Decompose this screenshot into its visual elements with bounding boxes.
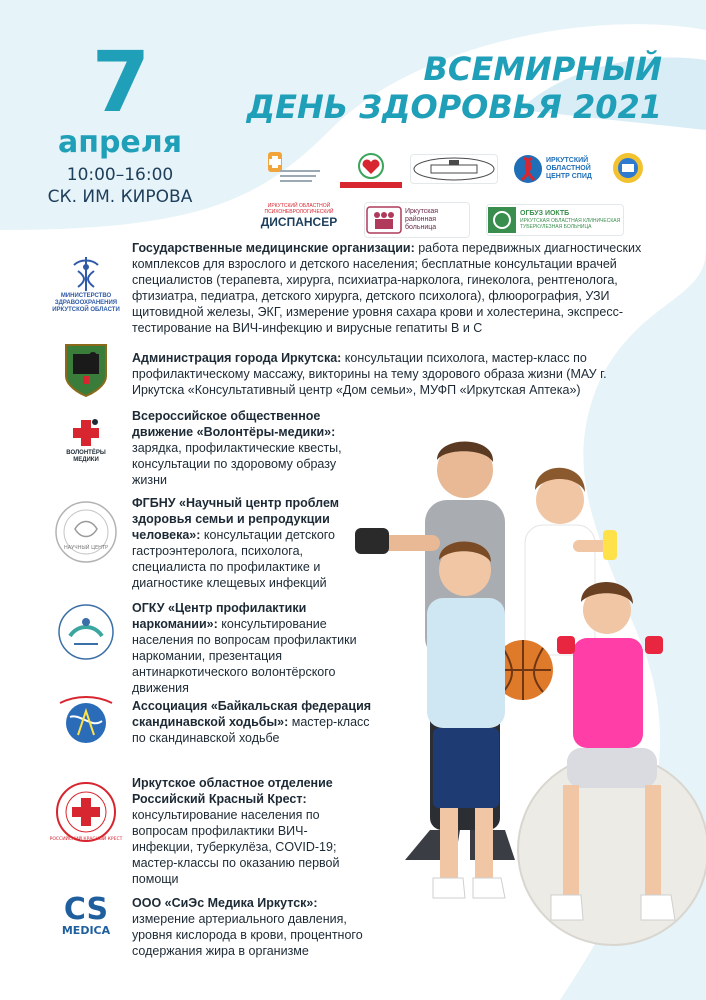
ministry-logo-caption: МИНИСТЕРСТВО ЗДРАВООХРАНЕНИЯ ИРКУТСКОЙ ОБЛАСТИ — [52, 292, 120, 313]
science-center-circle-icon — [53, 499, 119, 565]
dispanser-top-label: ИРКУТСКИЙ ОБЛАСТНОЙ ПСИХОНЕВРОЛОГИЧЕСКИЙ — [264, 203, 334, 215]
sponsor-logo-aids-center — [512, 150, 604, 188]
science-center-logo — [50, 497, 122, 567]
org-text-cs-medica — [132, 895, 372, 959]
org-name: Иркутское областное отделение Российский Красный Крест: — [132, 776, 333, 806]
red-cross-caption: РОССИЙСКИЙ КРАСНЫЙ КРЕСТ — [49, 837, 123, 842]
narcotics-center-logo — [50, 600, 122, 664]
nordic-walking-logo — [50, 694, 122, 754]
sponsor-logo-1 — [250, 150, 326, 184]
science-center-caption: НАУЧНЫЙ ЦЕНТР — [63, 545, 109, 551]
title-line-1: ВСЕМИРНЫЙ — [423, 50, 662, 88]
caduceus-icon — [64, 255, 108, 293]
org-desc: работа передвижных диагностических комплексов для взрослого и детского населения; бесплатные консультации врачей специалистов (терапевта, хирурга, психиатра-нарколога, гинеколога, рентгенолога, фтизиатра, педиатра, детского хирурга, детского психолога), флюорография, УЗИ щитовидной железы, ЭКГ, измерение уровня сахара крови и холестерина, экспресс-тестирование на ВИЧ-инфекцию и вирусные гепатиты В и С — [132, 241, 642, 335]
globe-walker-icon — [56, 695, 116, 753]
org-text-narcotics-center — [132, 600, 367, 696]
city-emblem-logo — [50, 340, 122, 400]
volunteer-cross-icon — [69, 416, 103, 450]
org-desc: мастер-класс по скандинавской ходьбе — [132, 715, 370, 745]
org-text-science-center — [132, 495, 347, 591]
sponsor-logo-3 — [410, 154, 498, 184]
event-month: апреля — [57, 125, 183, 160]
sponsor-logo-ogbuz — [486, 204, 624, 236]
ministry-logo — [50, 244, 122, 324]
org-text-ministry — [132, 240, 652, 336]
emblem-icon — [610, 150, 646, 188]
event-date-block — [40, 33, 200, 208]
ogbuz-title: ОГБУЗ ИОКТБ — [520, 210, 570, 217]
family-logo-icon — [365, 205, 403, 235]
org-name: Ассоциация «Байкальская федерация скандинавской ходьбы»: — [132, 699, 372, 729]
org-name: Администрация города Иркутска: — [132, 351, 342, 365]
narcotics-center-circle-icon — [56, 602, 116, 662]
org-name: Всероссийское общественное движение «Волонтёры-медики»: — [132, 409, 336, 439]
org-desc: консультирование населения по вопросам профилактики ВИЧ-инфекции, туберкулёза, COVID-19; мастер-классы по оказанию первой помощи — [132, 808, 340, 886]
org-desc: зарядка, профилактические квесты, консультации по здоровому образу жизни — [132, 441, 342, 487]
aids-center-label: ИРКУТСКИЙ ОБЛАСТНОЙ ЦЕНТР СПИД — [546, 157, 592, 180]
org-name: ОГКУ «Центр профилактики наркомании»: — [132, 601, 307, 631]
sponsor-logo-hospital — [364, 202, 470, 238]
medical-cross-logo-icon — [250, 150, 326, 184]
sponsor-logo-emblem — [610, 150, 646, 188]
cs-medica-logo-mark: CS — [63, 892, 109, 927]
family-fitness-illustration — [345, 430, 705, 975]
volunteers-logo — [50, 408, 122, 472]
org-desc: измерение артериального давления, уровня кислорода в крови, процентного содержания жира в организме — [132, 912, 363, 958]
building-logo-icon — [411, 155, 497, 183]
org-desc: консультации детского гастроэнтеролога, психолога, специалиста по профилактике и диагностике клещевых инфекций — [132, 528, 336, 590]
org-desc: консультации психолога, мастер-класс по профилактическому массажу, викторины на тему здорового образа жизни (МАУ г. Иркутска «Консультативный центр «Дом семьи», МУФП «Иркутская Аптека») — [132, 351, 607, 397]
org-text-volunteers — [132, 408, 362, 488]
volunteers-logo-caption: ВОЛОНТЁРЫ МЕДИКИ — [66, 450, 106, 463]
hospital-label: Иркутская районная больница — [405, 208, 439, 231]
org-text-city-admin — [132, 350, 652, 398]
title-line-2: ДЕНЬ ЗДОРОВЬЯ 2021 — [246, 88, 662, 126]
org-name: ФГБНУ «Научный центр проблем здоровья семьи и репродукции человека»: — [132, 496, 339, 542]
org-name: ООО «СиЭс Медика Иркутск»: — [132, 896, 318, 910]
event-day: 7 — [91, 33, 149, 131]
sponsor-logo-dispanser — [256, 202, 342, 230]
leaf-logo-icon — [487, 206, 517, 234]
ogbuz-text: ИРКУТСКАЯ ОБЛАСТНАЯ КЛИНИЧЕСКАЯ ТУБЕРКУЛЕЗНАЯ БОЛЬНИЦА — [520, 218, 621, 230]
org-text-red-cross — [132, 775, 362, 887]
cs-medica-logo — [50, 891, 122, 941]
event-time: 10:00–16:00 — [66, 165, 174, 185]
event-title — [247, 50, 662, 126]
red-cross-logo — [50, 779, 122, 845]
sponsor-logos — [240, 146, 670, 246]
event-place: СК. ИМ. КИРОВА — [47, 187, 193, 207]
red-cross-icon — [49, 781, 123, 843]
heart-logo-icon — [336, 152, 406, 190]
city-shield-icon — [63, 342, 109, 398]
dispanser-label: ДИСПАНСЕР — [260, 215, 338, 229]
org-desc: консультирование населения по вопросам профилактики наркомании, презентация антинаркотического волонтёрского движения — [132, 617, 357, 695]
cs-medica-logo-text: MEDICA — [61, 924, 111, 937]
org-text-nordic-walking — [132, 698, 372, 746]
sponsor-logo-2 — [336, 152, 406, 190]
ribbon-logo-icon — [512, 152, 544, 186]
org-name: Государственные медицинские организации: — [132, 241, 415, 255]
